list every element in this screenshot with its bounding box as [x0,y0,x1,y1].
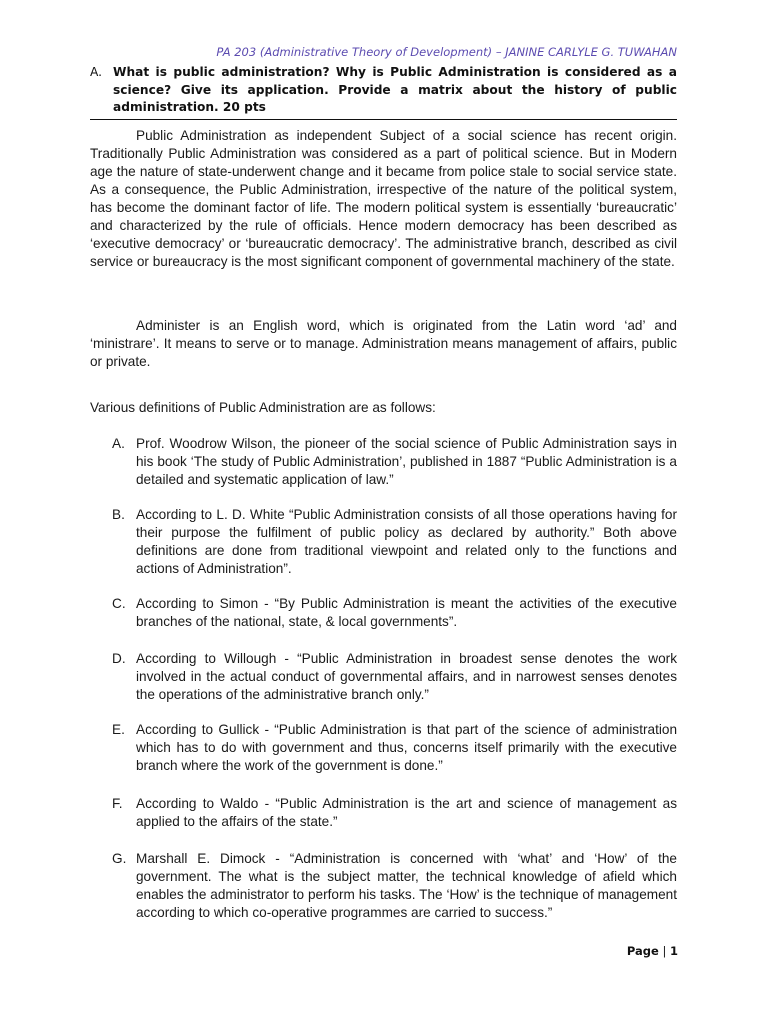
question-heading [90,64,677,117]
definition-letter: F. [112,796,123,811]
page-number: 1 [669,944,678,958]
definition-letter: A. [112,436,125,451]
page-footer [0,944,678,958]
definition-letter: B. [112,507,125,522]
definition-text: According to Gullick - “Public Administration is that part of the science of administration which has to do with government and thus, concerns itself primarily with the executive branch where the work of the government is done.” [136,722,677,773]
definition-item-g [112,850,677,922]
definition-item-a [112,435,677,489]
definition-text: According to L. D. White “Public Administration consists of all those operations having for their purpose the fulfilment of public policy as declared by authority.” Both above definitions are done from traditional viewpoint and related only to the functions and actions of Administration”. [136,507,677,576]
heading-divider [90,119,677,120]
body-paragraph-1 [90,127,677,271]
intro-text: Various definitions of Public Administration are as follows: [90,400,436,415]
definition-text: According to Simon - “By Public Administration is meant the activities of the executive branches of the national, state, & local governments”. [136,596,677,629]
definition-item-c [112,595,677,631]
paragraph-text: Public Administration as independent Subject of a social science has recent origin. Traditionally Public Administration was considered as a part of political science. But in Modern age the nature of state-underwent change and it became from police stale to social service state. As a consequence, the Public Administration, irrespective of the nature of the political system, has become the dominant factor of life. The modern political system is essentially ‘bureaucratic’ and characterized by the rule of officials. Hence modern democracy has been described as ‘executive democracy’ or ‘bureaucratic democracy’. The administrative branch, described as civil service or bureaucracy is the most significant component of governmental machinery of the state. [90,128,677,269]
page-label: Page [626,944,659,958]
definition-text: According to Waldo - “Public Administration is the art and science of management as applied to the affairs of the state.” [136,796,677,829]
definition-letter: C. [112,596,126,611]
document-header: PA 203 (Administrative Theory of Development) – JANINE CARLYLE G. TUWAHAN [216,45,677,59]
definition-letter: D. [112,651,126,666]
definition-item-b [112,506,677,578]
question-letter: A. [90,65,102,79]
definition-letter: G. [112,851,127,866]
question-text: What is public administration? Why is Public Administration is considered as a science? Give its application. Provide a matrix about the history of public administration. 20 pts [113,65,677,114]
definition-item-e [112,721,677,775]
page-separator: | [662,944,667,958]
definition-text: According to Willough - “Public Administration in broadest sense denotes the work involved in the actual conduct of governmental affairs, and in narrowest senses denotes the operations of the administrative branch only.” [136,651,677,702]
paragraph-text: Administer is an English word, which is originated from the Latin word ‘ad’ and ‘ministrare’. It means to serve or to manage. Administration means management of affairs, public or private. [90,318,677,369]
body-paragraph-2 [90,317,677,371]
definitions-intro [90,399,677,417]
definition-item-f [112,795,677,831]
definition-text: Marshall E. Dimock - “Administration is concerned with ‘what’ and ‘How’ of the government. The what is the subject matter, the technical knowledge of afield which enables the administrator to perform his tasks. The ‘How’ is the technique of management according to which co-operative programmes are carried to success.” [136,851,677,920]
definition-letter: E. [112,722,125,737]
definition-text: Prof. Woodrow Wilson, the pioneer of the social science of Public Administration says in his book ‘The study of Public Administration’, published in 1887 “Public Administration is a detailed and systematic application of law.” [136,436,677,487]
definition-item-d [112,650,677,704]
